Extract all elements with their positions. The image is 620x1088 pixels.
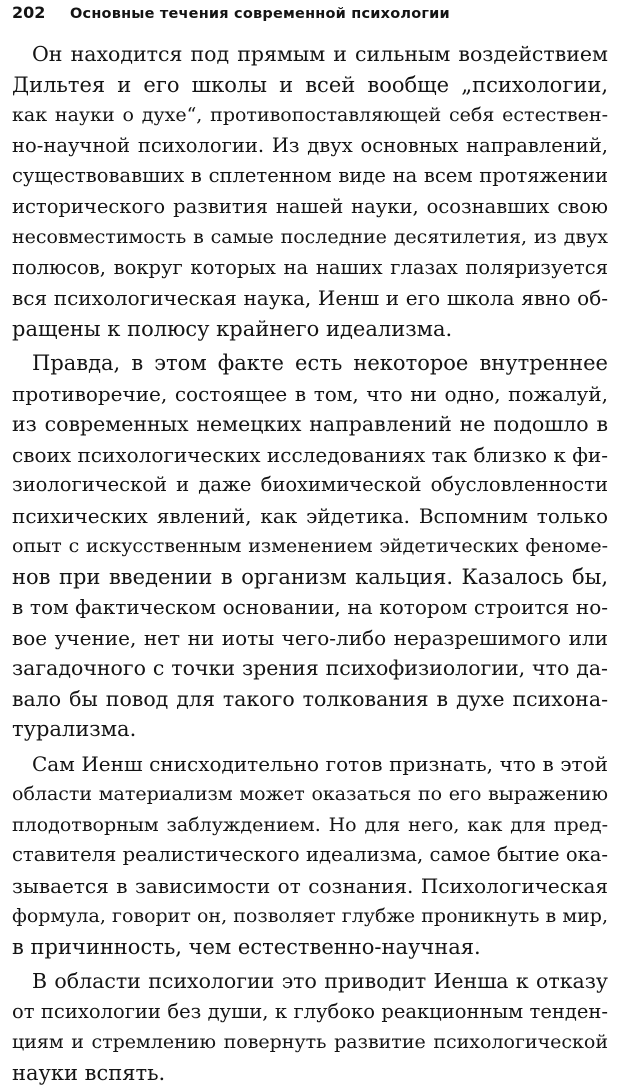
paragraph xyxy=(12,39,608,344)
text-line: вое учение, нет ни иоты чего-либо неразрешимого или xyxy=(12,623,608,654)
text-line: опыт с искусственным изменением эйдетических феноме- xyxy=(12,531,608,562)
paragraph xyxy=(12,749,608,963)
running-head xyxy=(12,3,608,29)
text-line: нов при введении в организм кальция. Казалось бы, xyxy=(12,562,608,593)
text-line: вся психологическая наука, Иенш и его школа явно об- xyxy=(12,283,608,314)
body-text xyxy=(12,39,608,1088)
text-line: полюсов, вокруг которых на наших глазах поляризуется xyxy=(12,253,608,284)
text-line: науки вспять. xyxy=(12,1058,608,1088)
text-line: исторического развития нашей науки, осознавших свою xyxy=(12,192,608,223)
text-line: от психологии без души, к глубоко реакционным тенден- xyxy=(12,997,608,1028)
text-line: существовавших в сплетенном виде на всем протяжении xyxy=(12,161,608,192)
page-number: 202 xyxy=(12,3,70,22)
paragraph xyxy=(12,348,608,745)
text-line: области материализм может оказаться по его выражению xyxy=(12,779,608,810)
running-title: Основные течения современной психологии xyxy=(70,6,450,22)
text-line: вало бы повод для такого толкования в духе психона- xyxy=(12,684,608,715)
text-line: В области психологии это приводит Иенша к отказу xyxy=(12,966,608,997)
text-line: зывается в зависимости от сознания. Психологическая xyxy=(12,871,608,902)
text-line: формула, говорит он, позволяет глубже проникнуть в мир, xyxy=(12,901,608,932)
text-line: ращены к полюсу крайнего идеализма. xyxy=(12,314,608,345)
text-line: загадочного с точки зрения психофизиологии, что да- xyxy=(12,653,608,684)
text-line: но-научной психологии. Из двух основных направлений, xyxy=(12,131,608,162)
text-line: зиологической и даже биохимической обусловленности xyxy=(12,470,608,501)
text-line: в том фактическом основании, на котором строится но- xyxy=(12,592,608,623)
text-line: Правда, в этом факте есть некоторое внутреннее xyxy=(12,348,608,379)
text-line: противоречие, состоящее в том, что ни одно, пожалуй, xyxy=(12,379,608,410)
paragraph xyxy=(12,966,608,1088)
text-line: своих психологических исследованиях так близко к фи- xyxy=(12,440,608,471)
text-line: Дильтея и его школы и всей вообще „психологии, xyxy=(12,70,608,101)
text-line: циям и стремлению повернуть развитие психологической xyxy=(12,1027,608,1058)
text-line: турализма. xyxy=(12,714,608,745)
text-line: психических явлений, как эйдетика. Вспомним только xyxy=(12,501,608,532)
text-line: несовместимость в самые последние десятилетия, из двух xyxy=(12,222,608,253)
text-line: ставителя реалистического идеализма, самое бытие ока- xyxy=(12,840,608,871)
text-line: из современных немецких направлений не подошло в xyxy=(12,409,608,440)
text-line: в причинность, чем естественно-научная. xyxy=(12,932,608,963)
text-line: как науки о духе“, противопоставляющей себя естествен- xyxy=(12,100,608,131)
text-line: плодотворным заблуждением. Но для него, как для пред- xyxy=(12,810,608,841)
text-line: Он находится под прямым и сильным воздействием xyxy=(12,39,608,70)
text-line: Сам Иенш снисходительно готов признать, что в этой xyxy=(12,749,608,780)
